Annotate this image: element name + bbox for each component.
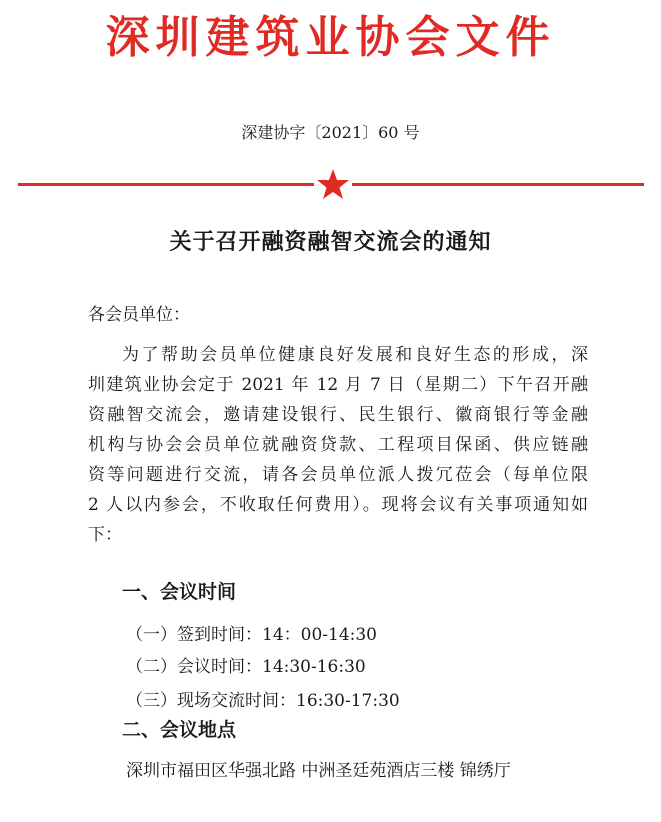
- section-heading-venue: 二、会议地点: [122, 719, 237, 741]
- red-divider-left: [18, 183, 314, 186]
- section-heading-time: 一、会议时间: [122, 581, 237, 603]
- document-number: 深建协字〔2021〕60 号: [241, 123, 420, 142]
- schedule-item-meeting: （二）会议时间：14:30-16:30: [126, 657, 366, 677]
- body-paragraph-line: 下：: [88, 525, 122, 545]
- body-paragraph-line: 为了帮助会员单位健康良好发展和良好生态的形成，深: [122, 345, 588, 365]
- notice-title: 关于召开融资融智交流会的通知: [169, 230, 492, 255]
- schedule-item-exchange: （三）现场交流时间：16:30-17:30: [126, 691, 400, 711]
- body-paragraph-line: 机构与协会会员单位就融资贷款、工程项目保函、供应链融: [88, 435, 588, 455]
- document-header-title: 深圳建筑业协会文件: [105, 12, 556, 63]
- body-paragraph-line: 资等问题进行交流，请各会员单位派人拨冗莅会（每单位限: [88, 465, 588, 485]
- schedule-item-checkin: （一）签到时间：14：00-14:30: [126, 625, 377, 645]
- venue-address: 深圳市福田区华强北路 中洲圣廷苑酒店三楼 锦绣厅: [126, 761, 511, 781]
- body-paragraph-line: 圳建筑业协会定于 2021 年 12 月 7 日（星期二）下午召开融: [88, 375, 588, 395]
- red-star-icon: [316, 167, 350, 201]
- red-divider-right: [352, 183, 644, 186]
- body-paragraph-line: 2 人以内参会，不收取任何费用）。现将会议有关事项通知如: [88, 495, 588, 515]
- salutation: 各会员单位：: [88, 305, 190, 325]
- body-paragraph-line: 资融智交流会，邀请建设银行、民生银行、徽商银行等金融: [88, 405, 588, 425]
